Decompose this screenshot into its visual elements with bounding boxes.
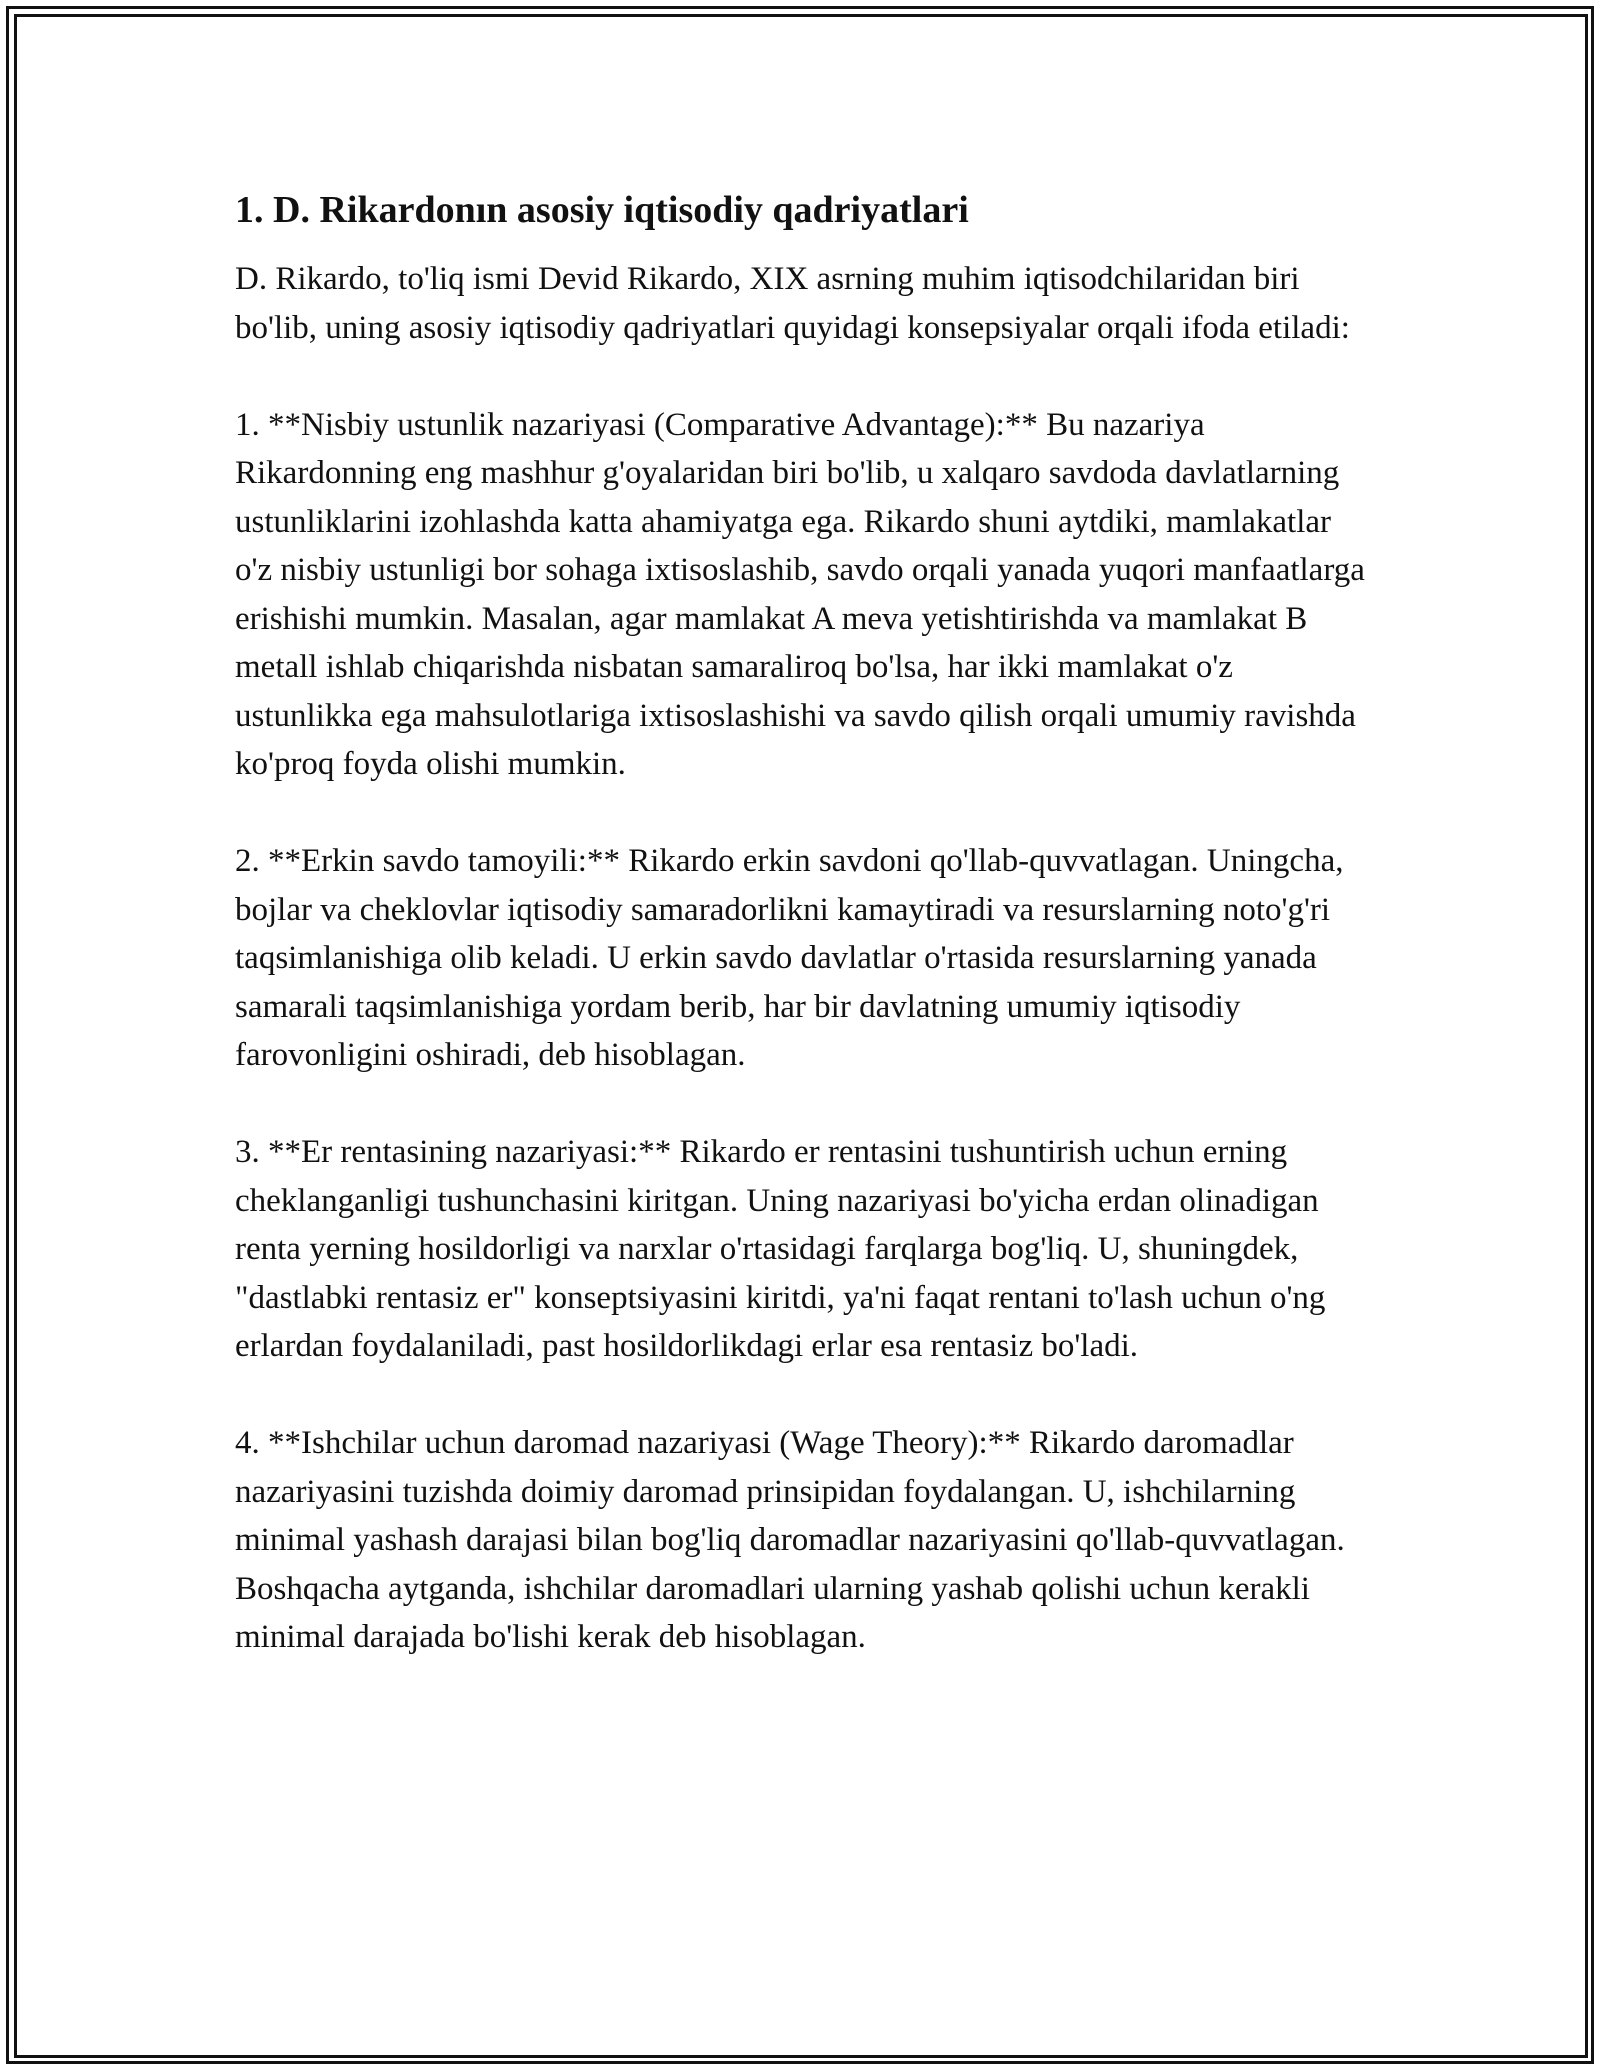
intro-paragraph: D. Rikardo, to'liq ismi Devid Rikardo, XIX asrning muhim iqtisodchilaridan biri bo'lib, uning asosiy iqtisodiy qadriyatlari quyidagi konsepsiyalar orqali ifoda etiladi: — [235, 261, 1350, 346]
list-item-comparative-advantage: 1. **Nisbiy ustunlik nazariyasi (Comparative Advantage):** Bu nazariya Rikardonning eng mashhur g'oyalaridan biri bo'lib, u xalqaro savdoda davlatlarning ustunliklarini izohlashda katta ahamiyatga ega. Rikardo shuni aytdiki, mamlakatlar o'z nisbiy ustunligi bor sohaga ixtisoslashib, savdo orqali yanada yuqori manfaatlarga erishishi mumkin. Masalan, agar mamlakat A meva yetishtirishda va mamlakat B metall ishlab chiqarishda nisbatan samaraliroq bo'lsa, har ikki mamlakat o'z ustunlikka ega mahsulotlariga ixtisoslashishi va savdo qilish orqali umumiy ravishda ko'proq foyda olishi mumkin. — [235, 406, 1365, 782]
document-body — [235, 185, 1375, 1710]
section-heading: 1. D. Rikardonın asosiy iqtisodiy qadriyatlari — [235, 189, 969, 231]
list-item-free-trade: 2. **Erkin savdo tamoyili:** Rikardo erkin savdoni qo'llab-quvvatlagan. Uningcha, bojlar va cheklovlar iqtisodiy samaradorlikni kamaytiradi va resurslarning noto'g'ri taqsimlanishiga olib keladi. U erkin savdo davlatlar o'rtasida resurslarning yanada samarali taqsimlanishiga yordam berib, har bir davlatning umumiy iqtisodiy farovonligini oshiradi, deb hisoblagan. — [235, 843, 1344, 1073]
list-item-land-rent: 3. **Er rentasining nazariyasi:** Rikardo er rentasini tushuntirish uchun erning cheklanganligi tushunchasini kiritgan. Uning nazariyasi bo'yicha erdan olinadigan renta yerning hosildorligi va narxlar o'rtasidagi farqlarga bog'liq. U, shuningdek, "dastlabki rentasiz er" konseptsiyasini kiritdi, ya'ni faqat rentani to'lash uchun o'ng erlardan foydalaniladi, past hosildorlikdagi erlar esa rentasiz bo'ladi. — [235, 1134, 1326, 1364]
list-item-wage-theory: 4. **Ishchilar uchun daromad nazariyasi (Wage Theory):** Rikardo daromadlar nazariyasini tuzishda doimiy daromad prinsipidan foydalangan. U, ishchilarning minimal yashash darajasi bilan bog'liq daromadlar nazariyasini qo'llab-quvvatlagan. Boshqacha aytganda, ishchilar daromadlari ularning yashab qolishi uchun kerakli minimal darajada bo'lishi kerak deb hisoblagan. — [235, 1425, 1345, 1655]
